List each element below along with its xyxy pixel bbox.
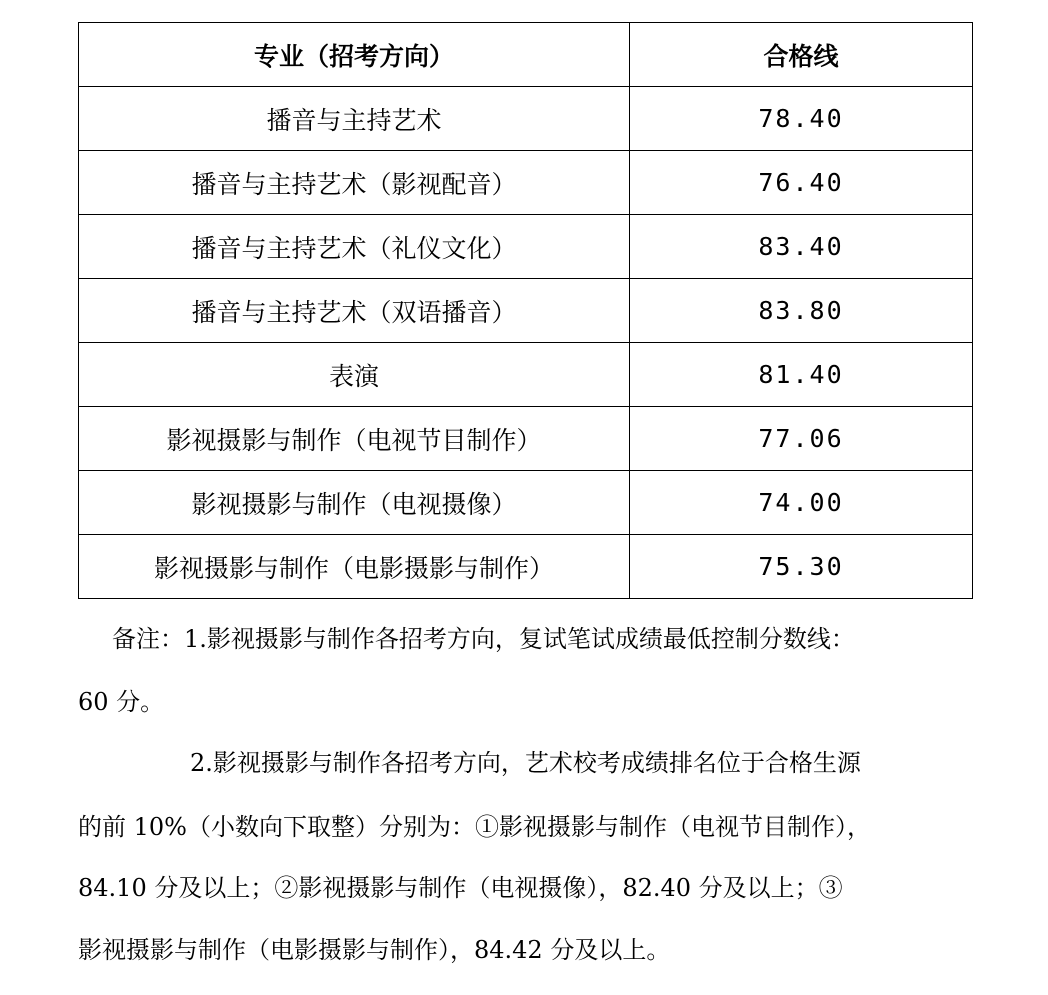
- note-line-6: 影视摄影与制作（电影摄影与制作），84.42 分及以上。: [78, 936, 671, 964]
- table-row: [79, 343, 973, 407]
- table-row: [79, 407, 973, 471]
- note-line-3: 2.影视摄影与制作各招考方向，艺术校考成绩排名位于合格生源: [190, 749, 861, 777]
- note-line-4: 的前 10%（小数向下取整）分别为：①影视摄影与制作（电视节目制作），: [78, 813, 871, 841]
- score-cell: 74.00: [630, 471, 973, 535]
- major-cell: 播音与主持艺术（影视配音）: [79, 151, 630, 215]
- note-line-2: 60 分。: [78, 688, 165, 716]
- major-cell: 播音与主持艺术（礼仪文化）: [79, 215, 630, 279]
- table-row: [79, 279, 973, 343]
- table-row: [79, 471, 973, 535]
- score-table: [78, 22, 973, 599]
- major-cell: 播音与主持艺术: [79, 87, 630, 151]
- header-score: 合格线: [630, 23, 973, 87]
- score-cell: 77.06: [630, 407, 973, 471]
- major-cell: 播音与主持艺术（双语播音）: [79, 279, 630, 343]
- major-cell: 表演: [79, 343, 630, 407]
- score-cell: 75.30: [630, 535, 973, 599]
- score-cell: 76.40: [630, 151, 973, 215]
- score-cell: 83.40: [630, 215, 973, 279]
- score-cell: 83.80: [630, 279, 973, 343]
- table-row: [79, 535, 973, 599]
- score-cell: 81.40: [630, 343, 973, 407]
- note-line-1: 备注：1.影视摄影与制作各招考方向，复试笔试成绩最低控制分数线：: [112, 625, 855, 653]
- header-major: 专业（招考方向）: [79, 23, 630, 87]
- major-cell: 影视摄影与制作（电影摄影与制作）: [79, 535, 630, 599]
- table-row: [79, 87, 973, 151]
- note-line-5: 84.10 分及以上；②影视摄影与制作（电视摄像），82.40 分及以上；③: [78, 874, 843, 902]
- major-cell: 影视摄影与制作（电视摄像）: [79, 471, 630, 535]
- major-cell: 影视摄影与制作（电视节目制作）: [79, 407, 630, 471]
- table-header-row: [79, 23, 973, 87]
- score-cell: 78.40: [630, 87, 973, 151]
- table-row: [79, 215, 973, 279]
- table-row: [79, 151, 973, 215]
